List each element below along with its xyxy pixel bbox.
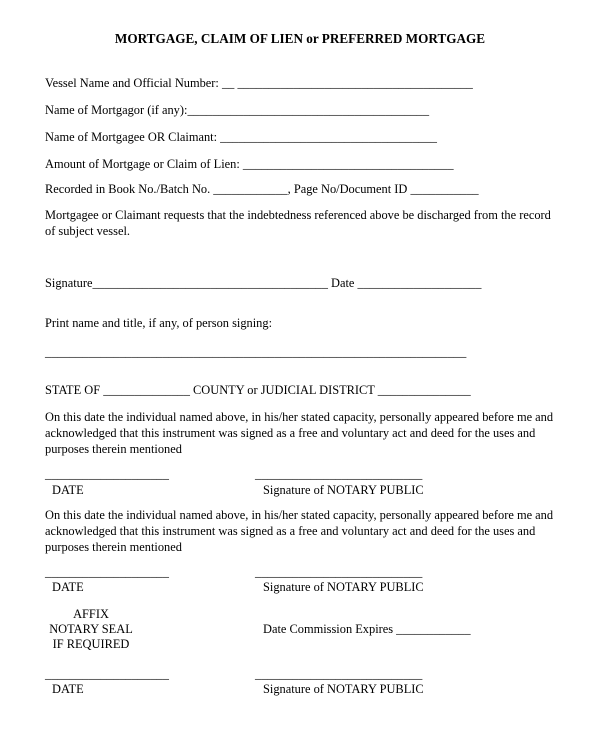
- notary-signature-label-3: Signature of NOTARY PUBLIC: [263, 682, 424, 696]
- notary-signature-field-1[interactable]: ___________________________: [255, 467, 423, 481]
- notary-date-label-3: DATE: [52, 682, 84, 696]
- commission-expires-field[interactable]: Date Commission Expires ____________: [263, 622, 471, 636]
- notary-date-field-2[interactable]: ____________________: [45, 565, 169, 579]
- notary-date-field-3[interactable]: ____________________: [45, 667, 169, 681]
- mortgagor-field[interactable]: Name of Mortgagor (if any):_______________________________________: [45, 103, 430, 117]
- seal-instruction-notary-seal: NOTARY SEAL: [49, 622, 133, 636]
- notary-signature-field-3[interactable]: ___________________________: [255, 667, 423, 681]
- amount-field[interactable]: Amount of Mortgage or Claim of Lien: __________________________________: [45, 157, 454, 171]
- notary-signature-label-2: Signature of NOTARY PUBLIC: [263, 580, 424, 594]
- notary-date-field-1[interactable]: ____________________: [45, 467, 169, 481]
- notary-date-label-2: DATE: [52, 580, 84, 594]
- notary-date-label-1: DATE: [52, 483, 84, 497]
- acknowledgement-text-1: On this date the individual named above, in his/her stated capacity, personally appeared before me and acknowledged that this instrument was signed as a free and voluntary act and deed for the uses and purposes therein mentioned: [45, 410, 554, 456]
- seal-instruction-affix: AFFIX: [73, 607, 109, 621]
- state-county-field[interactable]: STATE OF ______________ COUNTY or JUDICIAL DISTRICT _______________: [45, 383, 471, 397]
- print-name-label: Print name and title, if any, of person signing:: [45, 316, 273, 330]
- signature-date-field[interactable]: Signature______________________________________ Date ____________________: [45, 276, 482, 290]
- vessel-name-field[interactable]: Vessel Name and Official Number: __ ______________________________________: [45, 76, 473, 90]
- notary-signature-field-2[interactable]: ___________________________: [255, 565, 423, 579]
- discharge-request-text: Mortgagee or Claimant requests that the indebtedness referenced above be discharged from the record of subject vessel.: [45, 208, 551, 238]
- form-title: MORTGAGE, CLAIM OF LIEN or PREFERRED MORTGAGE: [114, 31, 486, 46]
- recorded-field[interactable]: Recorded in Book No./Batch No. ____________, Page No/Document ID ___________: [45, 182, 479, 196]
- notary-signature-label-1: Signature of NOTARY PUBLIC: [263, 483, 424, 497]
- mortgagee-field[interactable]: Name of Mortgagee OR Claimant: ___________________________________: [45, 130, 437, 144]
- print-name-field[interactable]: ____________________________________________________________________: [45, 345, 467, 359]
- acknowledgement-text-2: On this date the individual named above, in his/her stated capacity, personally appeared before me and acknowledged that this instrument was signed as a free and voluntary act and deed for the uses and purposes therein mentioned: [45, 508, 554, 554]
- seal-instruction-if-required: IF REQUIRED: [52, 637, 130, 651]
